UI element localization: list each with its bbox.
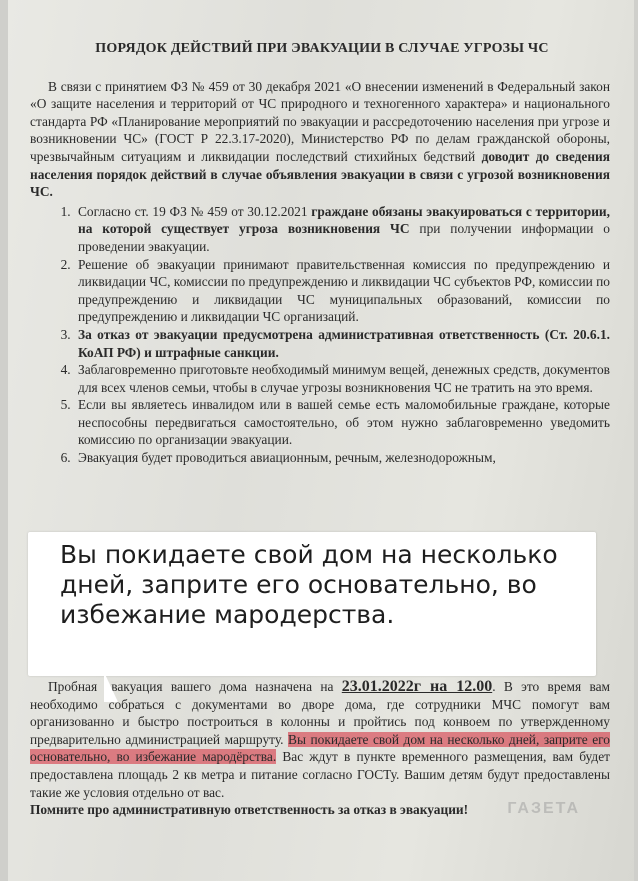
intro-text: В связи с принятием ФЗ № 459 от 30 декабря 2021 «О внесении изменений в Федеральный закон «О защите населения и территорий от ЧС природного и техногенного характера» и национального стандарта РФ «Планирование мероприятий по эвакуации и рассредоточению населения при угрозе и возникновении ЧС» (ГОСТ Р 22.3.17-2020), Министерство РФ по делам гражданской обороны, чрезвычайным ситуациям и ликвидации последствий стихийных бедствий xyxy=(30,78,610,164)
callout-text: Вы покидаете свой дом на несколько дней, заприте его основательно, во избежание мародерства. xyxy=(60,540,558,629)
callout-bubble xyxy=(28,532,596,676)
instructions-list xyxy=(30,203,610,467)
list-item xyxy=(74,449,610,467)
intro-paragraph xyxy=(30,78,610,201)
list-item xyxy=(74,203,610,256)
document-title: ПОРЯДОК ДЕЙСТВИЙ ПРИ ЭВАКУАЦИИ В СЛУЧАЕ УГРОЗЫ ЧС xyxy=(95,41,549,56)
list-item xyxy=(74,361,610,396)
callout-tail xyxy=(104,672,118,702)
list-item-text: Эвакуация будет проводиться авиационным, речным, железнодорожным, xyxy=(78,450,496,466)
document-body xyxy=(30,40,610,467)
list-item-text: Заблаговременно приготовьте необходимый минимум вещей, денежных средств, документов для всех членов семьи, чтобы в случае угрозы возникновения ЧС не тратить на это время. xyxy=(78,362,610,395)
notice-text: Пробная эвакуация вашего дома назначена на xyxy=(48,679,342,694)
final-warning: Помните про административную ответственность за отказ в эвакуации! xyxy=(30,802,469,818)
publisher-watermark: ГАЗЕТА xyxy=(507,800,580,817)
intro-bold-text: доводит до сведения населения порядок действий в случае объявления эвакуации в связи с угрозой возникновения ЧС. xyxy=(30,148,610,200)
list-item xyxy=(74,396,610,449)
list-item-bold: граждане обязаны эвакуироваться с территории, на которой существует угроза возникновения ЧС xyxy=(78,203,610,237)
list-item xyxy=(74,326,610,361)
highlighted-sentence: Вы покидаете свой дом на несколько дней, заприте его основательно, во избежание мародёрства. xyxy=(30,731,610,765)
list-item-text: Если вы являетесь инвалидом или в вашей семье есть маломобильные граждане, которые неспособны передвигаться самостоятельно, об этом нужно заблаговременно уведомить комиссию по организации эвакуации. xyxy=(78,397,610,448)
document-photo xyxy=(8,0,634,881)
list-item-bold: За отказ от эвакуации предусмотрена административная ответственность (Ст. 20.6.1. КоАП РФ) и штрафные санкции. xyxy=(78,326,610,360)
notice-text: Вас ждут в пункте временного размещения, вам будет предоставлена площадь 2 кв метра и питание согласно ГОСТу. Вашим детям будут предоставлены такие же условия отдельно от вас. xyxy=(30,749,610,800)
list-item-text: Решение об эвакуации принимают правительственная комиссия по предупреждению и ликвидации ЧС, комиссии по предупреждению и ликвидации ЧС субъектов РФ, комиссии по предупреждению и ликвидации ЧС муниципальных образований, комиссии по предупреждению и ликвидации ЧС организаций. xyxy=(78,256,610,325)
list-item-text: Согласно ст. 19 ФЗ № 459 от 30.12.2021 xyxy=(78,203,312,219)
notice-text: . В это время вам необходимо собраться с документами во дворе дома, где сотрудники МЧС помогут вам организованно и быстро построиться в колонны и пройтись под конвоем по утвержденному предварительно администрацией маршруту. xyxy=(30,679,611,747)
list-item xyxy=(74,256,610,326)
evacuation-date: 23.01.2022г на 12.00 xyxy=(341,678,493,695)
list-item-text: при получении информации о проведении эвакуации. xyxy=(78,221,610,254)
